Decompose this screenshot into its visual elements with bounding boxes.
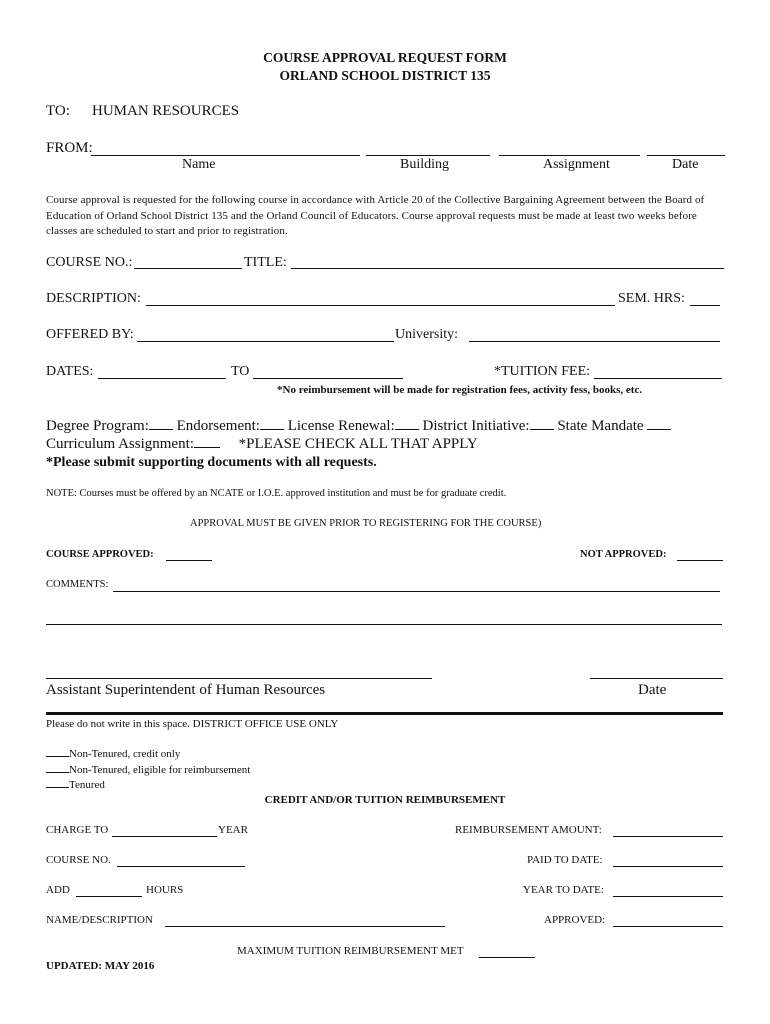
license-renewal-label: License Renewal: xyxy=(287,418,395,434)
add-hours-field[interactable] xyxy=(76,896,142,897)
course-no-field[interactable] xyxy=(134,268,242,269)
reimbursement-amount-label: REIMBURSEMENT AMOUNT: xyxy=(455,824,602,836)
form-subtitle: ORLAND SCHOOL DISTRICT 135 xyxy=(279,68,491,83)
description-label: DESCRIPTION: xyxy=(46,291,141,306)
check-all-note: *PLEASE CHECK ALL THAT APPLY xyxy=(238,436,478,452)
not-approved-label: NOT APPROVED: xyxy=(580,549,667,560)
date-caption: Date xyxy=(672,157,699,172)
charge-to-field[interactable] xyxy=(112,836,217,837)
approval-prior-note: APPROVAL MUST BE GIVEN PRIOR TO REGISTERING FOR THE COURSE) xyxy=(190,518,542,529)
district-initiative-label: District Initiative: xyxy=(422,418,530,434)
reimbursement-section-title: CREDIT AND/OR TUITION REIMBURSEMENT xyxy=(264,794,506,806)
add-label: ADD xyxy=(46,884,70,896)
course-approved-field[interactable] xyxy=(166,560,212,561)
approved-field[interactable] xyxy=(613,926,723,927)
from-building-field[interactable] xyxy=(366,155,490,156)
office-option-1 xyxy=(46,748,180,760)
state-mandate-check[interactable] xyxy=(647,428,671,430)
hours-label: HOURS xyxy=(146,884,184,896)
comments-label: COMMENTS: xyxy=(46,579,109,590)
name-description-field[interactable] xyxy=(165,926,445,927)
from-label: FROM: xyxy=(46,140,93,156)
signature-line[interactable] xyxy=(46,678,432,679)
assignment-caption: Assignment xyxy=(543,157,610,172)
signature-date-label: Date xyxy=(638,682,667,698)
paid-to-date-label: PAID TO DATE: xyxy=(527,854,603,866)
degree-program-check[interactable] xyxy=(149,428,173,430)
not-approved-field[interactable] xyxy=(677,560,723,561)
from-assignment-field[interactable] xyxy=(499,155,640,156)
max-reimbursement-label: MAXIMUM TUITION REIMBURSEMENT MET xyxy=(237,945,464,957)
sem-hrs-field[interactable] xyxy=(690,305,720,306)
intro-paragraph: Course approval is requested for the following course in accordance with Article 20 of the Collective Bargaining Agreement between the Board of Education of Orland School District 135 and the Orland Council of Educators. Course approval requests must be made at least two weeks before classes are scheduled to start and prior to registration. xyxy=(46,194,705,237)
comments-field[interactable] xyxy=(113,591,720,592)
paid-to-date-field[interactable] xyxy=(613,866,723,867)
description-field[interactable] xyxy=(146,305,615,306)
from-name-field[interactable] xyxy=(91,155,360,156)
signature-date-line[interactable] xyxy=(590,678,723,679)
curriculum-assignment-label: Curriculum Assignment: xyxy=(46,436,194,452)
office-option-3 xyxy=(46,779,105,791)
office-use-divider xyxy=(46,712,723,715)
building-caption: Building xyxy=(400,157,450,172)
dates-from-field[interactable] xyxy=(98,378,226,379)
comments-line-2[interactable] xyxy=(46,624,722,625)
year-to-date-field[interactable] xyxy=(613,896,723,897)
to-value: HUMAN RESOURCES xyxy=(92,103,240,119)
office-option-3-check[interactable] xyxy=(46,786,69,788)
from-date-field[interactable] xyxy=(647,155,725,156)
year-to-date-label: YEAR TO DATE: xyxy=(523,884,604,896)
dates-to-label: TO xyxy=(231,364,250,379)
charge-year-label: YEAR xyxy=(218,824,248,836)
office-option-1-check[interactable] xyxy=(46,755,69,757)
checks-row-2 xyxy=(46,436,478,453)
office-option-2-check[interactable] xyxy=(46,771,69,773)
approved-label: APPROVED: xyxy=(544,914,606,926)
office-use-heading: Please do not write in this space. DISTRICT OFFICE USE ONLY xyxy=(46,718,339,730)
university-field[interactable] xyxy=(469,341,720,342)
endorsement-check[interactable] xyxy=(260,428,284,430)
max-reimbursement-field[interactable] xyxy=(479,957,535,958)
name-caption: Name xyxy=(182,157,216,172)
tuition-fee-field[interactable] xyxy=(594,378,722,379)
course-approved-label: COURSE APPROVED: xyxy=(46,549,154,560)
district-initiative-check[interactable] xyxy=(530,428,554,430)
university-label: University: xyxy=(395,327,458,342)
course-no-label: COURSE NO.: xyxy=(46,255,133,270)
tuition-fee-label: *TUITION FEE: xyxy=(494,364,591,379)
charge-to-label: CHARGE TO xyxy=(46,824,109,836)
state-mandate-label: State Mandate xyxy=(557,418,644,434)
degree-program-label: Degree Program: xyxy=(46,418,149,434)
office-option-3-label: Tenured xyxy=(69,779,105,791)
endorsement-label: Endorsement: xyxy=(176,418,260,434)
dates-label: DATES: xyxy=(46,364,94,379)
sem-hrs-label: SEM. HRS: xyxy=(618,291,685,306)
office-option-2 xyxy=(46,764,250,776)
reimbursement-amount-field[interactable] xyxy=(613,836,723,837)
dates-to-field[interactable] xyxy=(253,378,403,379)
checks-row-1 xyxy=(46,418,671,435)
updated-note: UPDATED: MAY 2016 xyxy=(46,960,155,972)
offered-by-field[interactable] xyxy=(137,341,394,342)
title-label: TITLE: xyxy=(244,255,287,270)
office-option-1-label: Non-Tenured, credit only xyxy=(69,748,181,760)
license-renewal-check[interactable] xyxy=(395,428,419,430)
office-option-2-label: Non-Tenured, eligible for reimbursement xyxy=(69,764,251,776)
ncate-note: NOTE: Courses must be offered by an NCATE or I.O.E. approved institution and must be for graduate credit. xyxy=(46,488,507,499)
form-title: COURSE APPROVAL REQUEST FORM xyxy=(263,50,507,65)
supporting-docs-note: *Please submit supporting documents with all requests. xyxy=(46,455,377,470)
name-description-label: NAME/DESCRIPTION xyxy=(46,914,153,926)
to-label: TO: xyxy=(46,103,70,119)
offered-by-label: OFFERED BY: xyxy=(46,327,134,342)
title-field[interactable] xyxy=(291,268,724,269)
signature-label: Assistant Superintendent of Human Resources xyxy=(46,682,326,698)
curriculum-assignment-check[interactable] xyxy=(194,446,220,448)
office-course-no-field[interactable] xyxy=(117,866,245,867)
reimbursement-note: *No reimbursement will be made for registration fees, activity fess, books, etc. xyxy=(277,384,643,396)
office-course-no-label: COURSE NO. xyxy=(46,854,111,866)
